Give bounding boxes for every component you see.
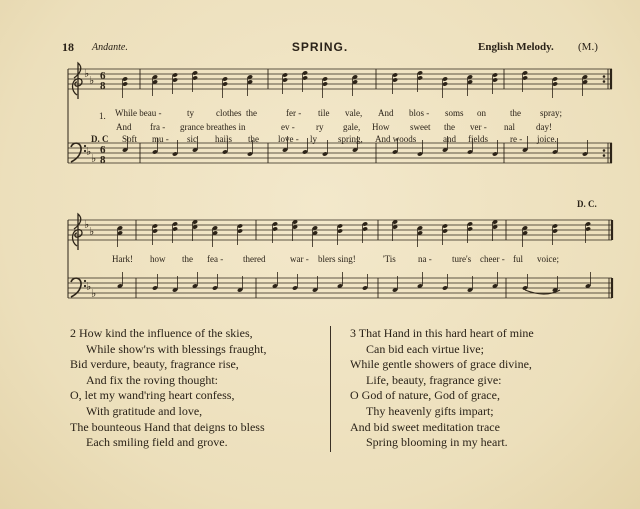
hymn-title: SPRING.	[291, 40, 349, 54]
verse-line: 3 That Hand in this hard heart of mine	[350, 326, 534, 340]
treble-clef	[73, 63, 83, 99]
lyric-syllable: re -	[510, 134, 523, 144]
lyric-syllable: ful	[513, 254, 523, 264]
lyric-syllable: 'Tis	[383, 254, 396, 264]
lyric-syllable: cheer -	[480, 254, 505, 264]
lyric-syllable: ev -	[281, 122, 295, 132]
dc-label: D. C	[91, 134, 109, 144]
lyric-syllable: love -	[278, 134, 299, 144]
lyric-syllable: and	[443, 134, 456, 144]
lyric-syllable: ture's	[452, 254, 472, 264]
verse-line: While gentle showers of grace divine,	[350, 357, 532, 372]
verse-line: O God of nature, God of grace,	[350, 388, 500, 403]
lyric-syllable: the	[246, 108, 257, 118]
lyric-syllable: thered	[243, 254, 266, 264]
lyric-syllable: the	[510, 108, 521, 118]
lyric-syllable: how	[150, 254, 166, 264]
column-divider	[330, 326, 331, 452]
lyric-syllable: spray;	[540, 108, 562, 118]
lyric-syllable: day!	[536, 122, 552, 132]
meter-marking: (M.)	[578, 41, 598, 53]
lyric-syllable: ry	[316, 122, 324, 132]
flat-sign: ♭	[84, 67, 90, 80]
repeat-dot	[603, 154, 606, 157]
page-number: 18	[62, 40, 74, 54]
verse-line: While show'rs with blessings fraught,	[86, 341, 267, 356]
lyric-syllable: hails	[215, 134, 232, 144]
lyric-syllable: fra -	[150, 122, 166, 132]
lyric-syllable: na -	[418, 254, 432, 264]
lyric-syllable: Hark!	[112, 254, 133, 264]
verse-line: With gratitude and love,	[86, 403, 203, 418]
verse-line: Life, beauty, fragrance give:	[366, 372, 502, 387]
lyric-syllable: How	[372, 122, 390, 132]
flat-sign: ♭	[86, 280, 92, 293]
lyric-syllable: fields	[468, 134, 488, 144]
repeat-dot	[603, 75, 606, 78]
lyric-syllable: fer -	[286, 108, 302, 118]
lyric-syllable: the	[182, 254, 193, 264]
verse-line: And fix the roving thought:	[86, 372, 218, 387]
lyric-syllable: grance breathes in	[180, 122, 246, 132]
lyric-syllable: on	[477, 108, 486, 118]
lyric-syllable: And woods	[375, 134, 417, 144]
flat-sign: ♭	[86, 145, 92, 158]
lyric-syllable: war -	[290, 254, 309, 264]
lyric-syllable: tile	[318, 108, 330, 118]
lyric-syllable: And	[116, 122, 132, 132]
verse-line: Spring blooming in my heart.	[366, 435, 508, 450]
lyric-syllable: soms	[445, 108, 464, 118]
tempo-marking: Andante.	[92, 42, 128, 53]
lyric-syllable: sic	[187, 134, 197, 144]
verse-line: And bid sweet meditation trace	[350, 419, 500, 434]
treble-clef	[73, 214, 83, 250]
lyric-syllable: nal	[504, 122, 515, 132]
flat-sign: ♭	[89, 225, 95, 238]
bass-clef	[71, 143, 81, 162]
time-signature-bottom: 8	[100, 154, 106, 166]
verse-3	[350, 326, 534, 451]
repeat-dot	[603, 80, 606, 83]
lyric-syllable: And	[378, 108, 394, 118]
lyric-syllable: While beau -	[115, 108, 162, 118]
lyric-syllable: voice;	[537, 254, 559, 264]
lyric-syllable: Soft	[122, 134, 138, 144]
time-signature-top: 6	[100, 70, 106, 82]
lyric-syllable: clothes	[216, 108, 242, 118]
lyric-syllable: ty	[187, 108, 195, 118]
flat-sign: ♭	[91, 287, 97, 300]
verse-line: Bid verdure, beauty, fragrance rise,	[70, 357, 239, 372]
time-signature-top: 6	[100, 144, 106, 156]
lyric-syllable: ver -	[470, 122, 487, 132]
lyric-syllable: sweet	[410, 122, 431, 132]
lyric-syllable: joice.	[537, 134, 557, 144]
verse-line: Can bid each virtue live;	[366, 341, 484, 356]
verse-line: 2 How kind the influence of the skies,	[70, 326, 253, 340]
lyric-syllable: fea -	[207, 254, 224, 264]
verse-line: O, let my wand'ring heart confess,	[70, 388, 235, 403]
verse-line: Each smiling field and grove.	[86, 435, 228, 450]
flat-sign: ♭	[84, 218, 90, 231]
verse-line: Thy heavenly gifts impart;	[366, 403, 494, 418]
lyric-syllable: vale,	[345, 108, 363, 118]
repeat-dot	[603, 149, 606, 152]
composer-credit: English Melody.	[478, 41, 554, 53]
flat-sign: ♭	[91, 152, 97, 165]
verse-line: The bounteous Hand that deigns to bless	[70, 419, 265, 434]
flat-sign: ♭	[89, 74, 95, 87]
lyric-syllable: blos -	[409, 108, 430, 118]
verse-2	[70, 326, 266, 451]
dc-mark: D. C.	[577, 199, 597, 209]
lyric-syllable: spring,	[338, 134, 363, 144]
lyric-syllable: ly	[310, 134, 318, 144]
lyric-syllable: mu -	[152, 134, 169, 144]
lyric-syllable: the	[248, 134, 259, 144]
bass-clef	[71, 278, 81, 297]
verse-number: 1.	[99, 111, 106, 121]
time-signature-bottom: 8	[100, 80, 106, 92]
lyric-syllable: gale,	[343, 122, 361, 132]
lyric-syllable: the	[444, 122, 455, 132]
lyric-syllable: blers sing!	[318, 254, 356, 264]
